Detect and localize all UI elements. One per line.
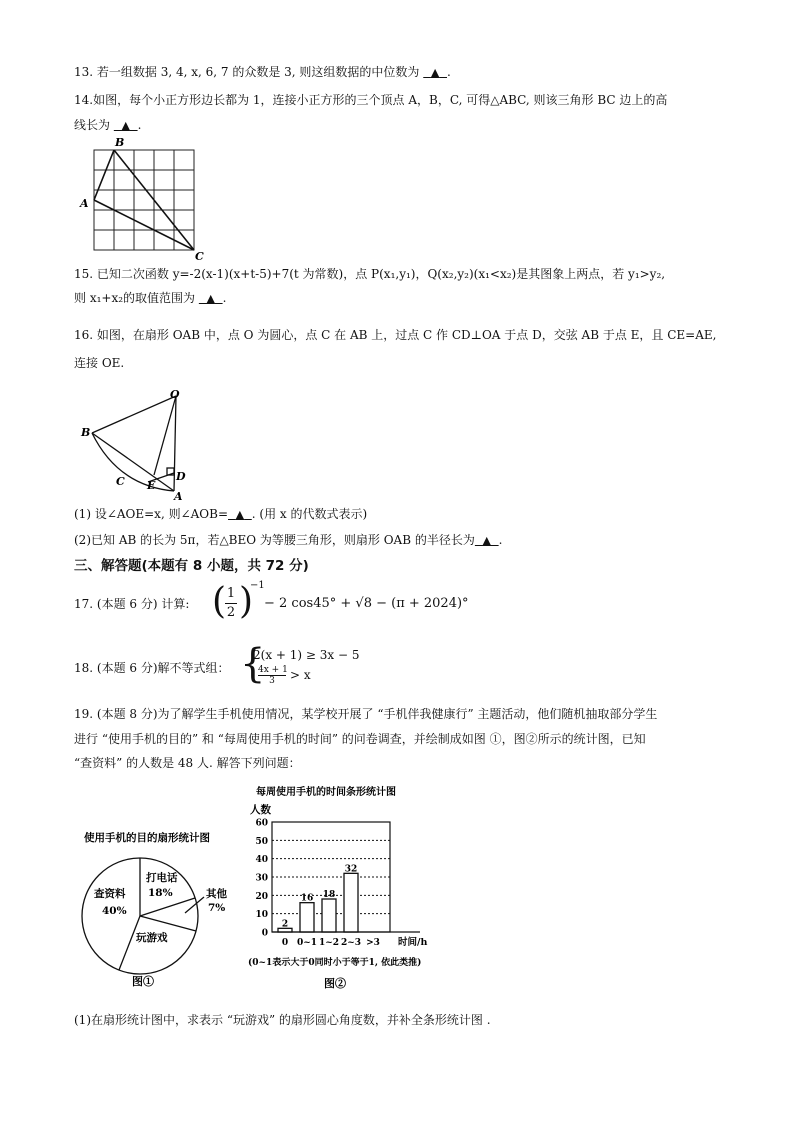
slice-value-research: 40% — [102, 905, 127, 917]
x-tick-label: 2~3 — [340, 938, 362, 948]
pie-title: 使用手机的目的扇形统计图 — [84, 832, 210, 844]
question-15-line2: 则 x₁+x₂的取值范围为 ▲ . — [74, 291, 227, 305]
question-19-line2: 进行 “使用手机的目的” 和 “每周使用手机的时间” 的问卷调查，并绘制成如图 ①，图②所示的统计图，已知 — [74, 732, 646, 746]
slice-label-other: 其他 — [206, 888, 227, 900]
bar — [344, 873, 358, 932]
chart-title: 每周使用手机的时间条形统计图 — [256, 787, 396, 798]
x-tick-label: >3 — [366, 938, 380, 948]
label-b: B — [115, 136, 125, 149]
answer-blank: ▲ — [430, 66, 440, 79]
y-tick-label: 50 — [255, 836, 268, 847]
label-e: E — [147, 479, 156, 492]
question-14-line2: 线长为 ▲ . — [74, 118, 142, 132]
answer-blank: ▲ — [121, 119, 130, 132]
label-o: O — [170, 388, 180, 401]
slice-value-other: 7% — [208, 902, 226, 914]
answer-blank: ▲ — [482, 534, 491, 547]
question-18-prefix: 18. (本题 6 分)解不等式组： — [74, 661, 230, 675]
slice-divider — [140, 898, 195, 916]
y-tick-label: 0 — [261, 928, 268, 939]
bar-value-label: 2 — [281, 919, 289, 930]
exponent: −1 — [250, 580, 265, 591]
label-c: C — [195, 250, 204, 262]
x-tick-label: 0~1 — [296, 938, 318, 948]
bar — [322, 899, 336, 932]
sector-figure — [78, 386, 198, 504]
question-19-line1: 19. (本题 8 分)为了解学生手机使用情况，某学校开展了 “手机伴我健康行” 主题活动，他们随机抽取部分学生 — [74, 707, 658, 721]
question-16-line2: 连接 OE. — [74, 356, 125, 370]
question-19-line3: “查资料” 的人数是 48 人. 解答下列问题： — [74, 756, 301, 770]
slice-label-games: 玩游戏 — [136, 932, 168, 944]
bar-chart — [248, 780, 458, 992]
chart-note: (0~1表示大于0同时小于等于1, 依此类推) — [248, 958, 422, 968]
question-16-sub1: (1) 设∠AOE=x, 则∠AOB= ▲ . (用 x 的代数式表示) — [74, 507, 368, 521]
question-14-line1: 14.如图，每个小正方形边长都为 1，连接小正方形的三个顶点 A，B，C, 可得△ABC, 则该三角形 BC 边上的高 — [74, 93, 668, 107]
question-16-sub2: (2)已知 AB 的长为 5π，若△BEO 为等腰三角形，则扇形 OAB 的半径长为 ▲ . — [74, 533, 503, 547]
y-tick-label: 60 — [255, 818, 268, 829]
question-13: 13. 若一组数据 3, 4, x, 6, 7 的众数是 3, 则这组数据的中位数为 ▲ . — [74, 65, 451, 79]
system-brace: { — [240, 641, 266, 687]
bar — [300, 903, 314, 932]
inequality-1: 2(x + 1) ≥ 3x − 5 — [253, 648, 360, 662]
section-heading: 三、解答题(本题有 8 小题，共 72 分) — [74, 558, 309, 574]
fraction-numerator: 1 — [226, 586, 236, 601]
y-tick-label: 10 — [255, 910, 268, 921]
bar-value-label: 32 — [344, 864, 358, 875]
label-b: B — [81, 426, 91, 439]
chart-caption: 图② — [324, 977, 346, 990]
q13-text: 13. 若一组数据 3, 4, x, 6, 7 的众数是 3, 则这组数据的中位数为 — [74, 65, 424, 79]
pie-caption: 图① — [132, 975, 154, 988]
grid-triangle-figure — [76, 134, 211, 262]
label-a: A — [80, 197, 89, 210]
x-tick-label: 0 — [281, 938, 289, 948]
label-d: D — [176, 470, 186, 483]
y-axis-label: 人数 — [250, 804, 271, 816]
slice-value-calls: 18% — [148, 887, 173, 899]
fraction-denominator: 2 — [226, 605, 236, 620]
slice-divider — [140, 916, 196, 931]
answer-blank: ▲ — [235, 508, 245, 521]
x-tick-label: 1~2 — [318, 938, 340, 948]
question-17-prefix: 17. (本题 6 分) 计算: — [74, 597, 190, 611]
slice-label-research: 查资料 — [94, 888, 126, 900]
bar-value-label: 18 — [322, 890, 336, 900]
y-tick-label: 30 — [255, 873, 268, 884]
label-a: A — [174, 490, 183, 503]
y-tick-label: 20 — [255, 891, 268, 902]
question-19-sub1: (1)在扇形统计图中，求表示 “玩游戏” 的扇形圆心角度数，并补全条形统计图 . — [74, 1013, 491, 1027]
y-tick-label: 40 — [255, 855, 268, 866]
pie-chart — [76, 825, 246, 995]
answer-blank: ▲ — [206, 292, 215, 305]
label-c: C — [116, 475, 125, 488]
bar-value-label: 16 — [300, 893, 314, 904]
leader-line — [185, 897, 204, 913]
x-axis-label: 时间/h — [398, 937, 428, 948]
slice-label-calls: 打电话 — [146, 872, 178, 884]
question-15-line1: 15. 已知二次函数 y=-2(x-1)(x+t-5)+7(t 为常数)，点 P(x₁,y₁)，Q(x₂,y₂)(x₁<x₂)是其图象上两点，若 y₁>y₂, — [74, 267, 666, 281]
question-16-line1: 16. 如图，在扇形 OAB 中，点 O 为圆心，点 C 在 AB 上，过点 C 作 CD⊥OA 于点 D，交弦 AB 于点 E，且 CE=AE, — [74, 328, 717, 342]
triangle-abc — [94, 150, 194, 250]
expression-rest: − 2 cos45° + √8 − (π + 2024)° — [264, 596, 469, 611]
